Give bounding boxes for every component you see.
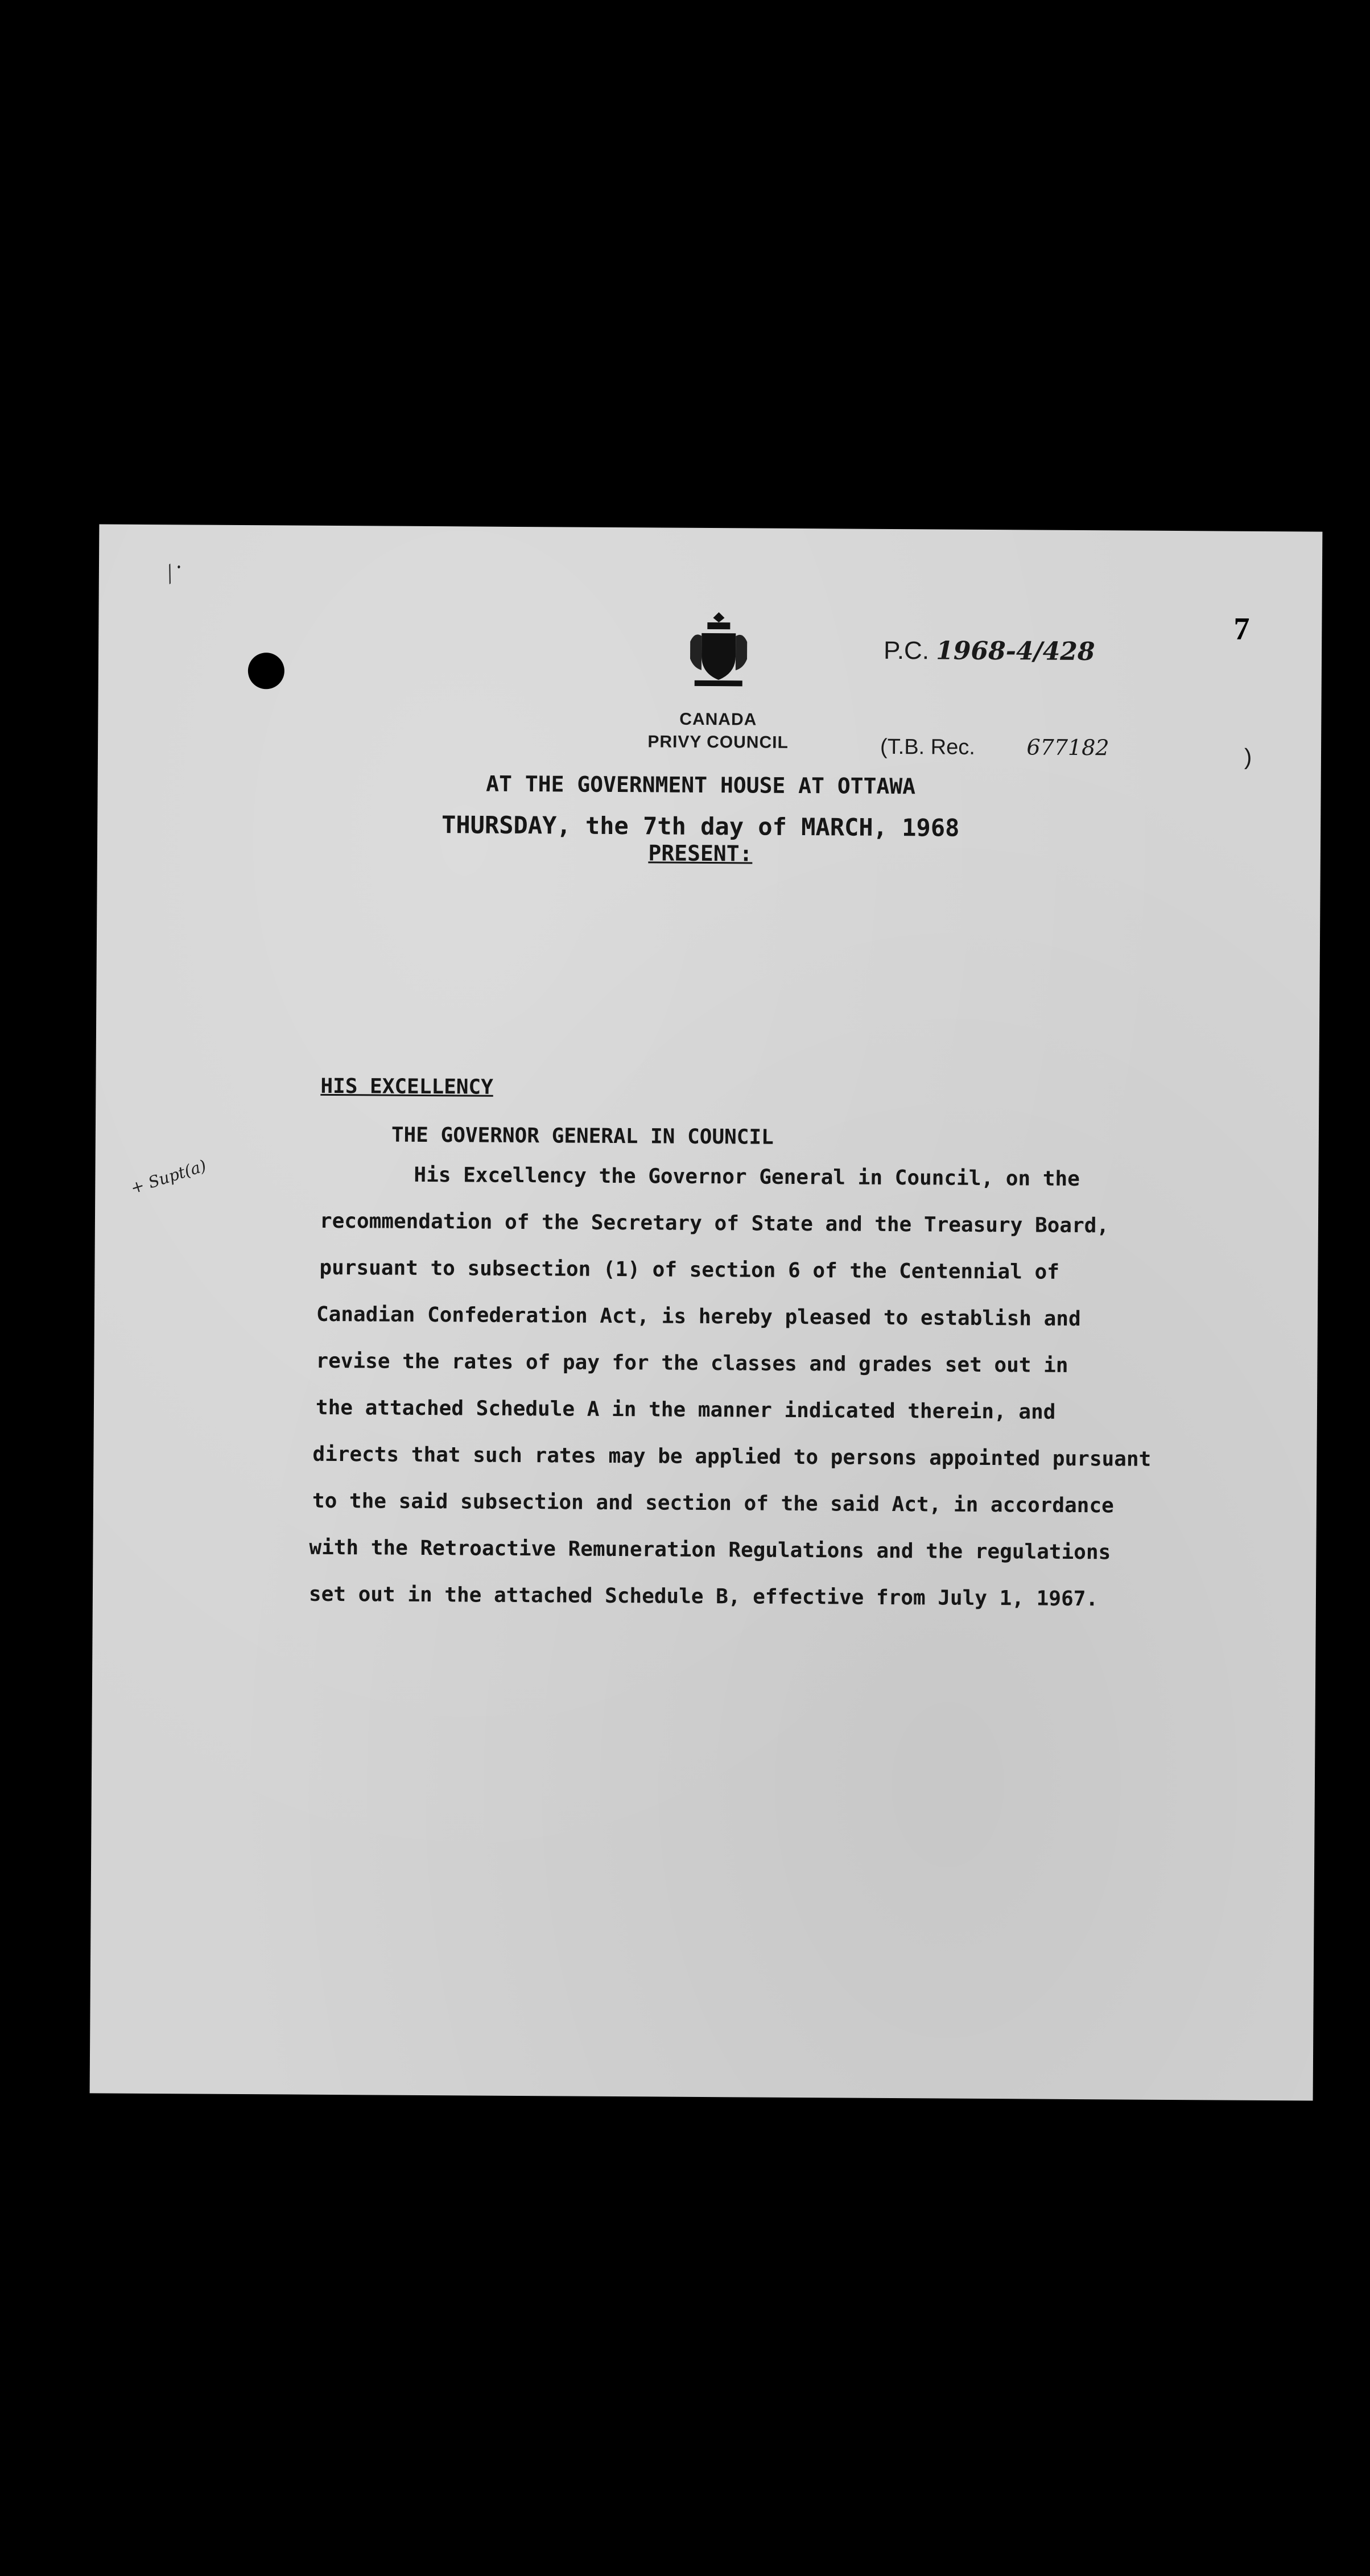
body-line-5: revise the rates of pay for the classes and grades set out in [316, 1349, 1068, 1377]
pc-label: P.C. [883, 636, 930, 665]
corner-pencil-mark: ⁄ · [162, 556, 189, 585]
canada-caption: CANADA [679, 709, 757, 729]
privy-council-caption: PRIVY COUNCIL [647, 732, 789, 752]
tb-rec-number: 677182 [1026, 734, 1109, 761]
punch-hole [248, 653, 284, 689]
page-number: 7 [1233, 611, 1250, 647]
coat-of-arms-icon [684, 608, 753, 693]
body-line-10: set out in the attached Schedule B, effective from July 1, 1967. [308, 1582, 1099, 1611]
present-heading: PRESENT: [648, 840, 753, 866]
tb-rec-label: (T.B. Rec. [880, 734, 976, 759]
body-line-8: to the said subsection and section of the said Act, in accordance [312, 1489, 1114, 1518]
date-heading: THURSDAY, the 7th day of MARCH, 1968 [441, 811, 960, 842]
margin-note: + Supt(a) [128, 1156, 209, 1198]
body-line-7: directs that such rates may be applied to persons appointed pursuant [312, 1442, 1152, 1471]
body-line-3: pursuant to subsection (1) of section 6 of the Centennial of [319, 1256, 1060, 1284]
document-sheet [90, 524, 1323, 2100]
tb-rec [880, 734, 1109, 761]
body-line-4: Canadian Confederation Act, is hereby pleased to establish and [316, 1302, 1081, 1331]
pc-number [884, 636, 1095, 666]
body-line-9: with the Retroactive Remuneration Regulations and the regulations [309, 1535, 1111, 1564]
body-line-2: recommendation of the Secretary of State and the Treasury Board, [319, 1209, 1109, 1238]
address-line-2: THE GOVERNOR GENERAL IN COUNCIL [391, 1123, 774, 1149]
body-line-1: His Excellency the Governor General in Council, on the [414, 1163, 1080, 1191]
pc-value: 1968-4/428 [936, 636, 1095, 667]
tb-rec-close: ) [1244, 744, 1252, 770]
address-line-1: HIS EXCELLENCY [320, 1074, 493, 1099]
body-line-6: the attached Schedule A in the manner indicated therein, and [315, 1396, 1056, 1424]
place-heading: AT THE GOVERNMENT HOUSE AT OTTAWA [486, 771, 916, 799]
